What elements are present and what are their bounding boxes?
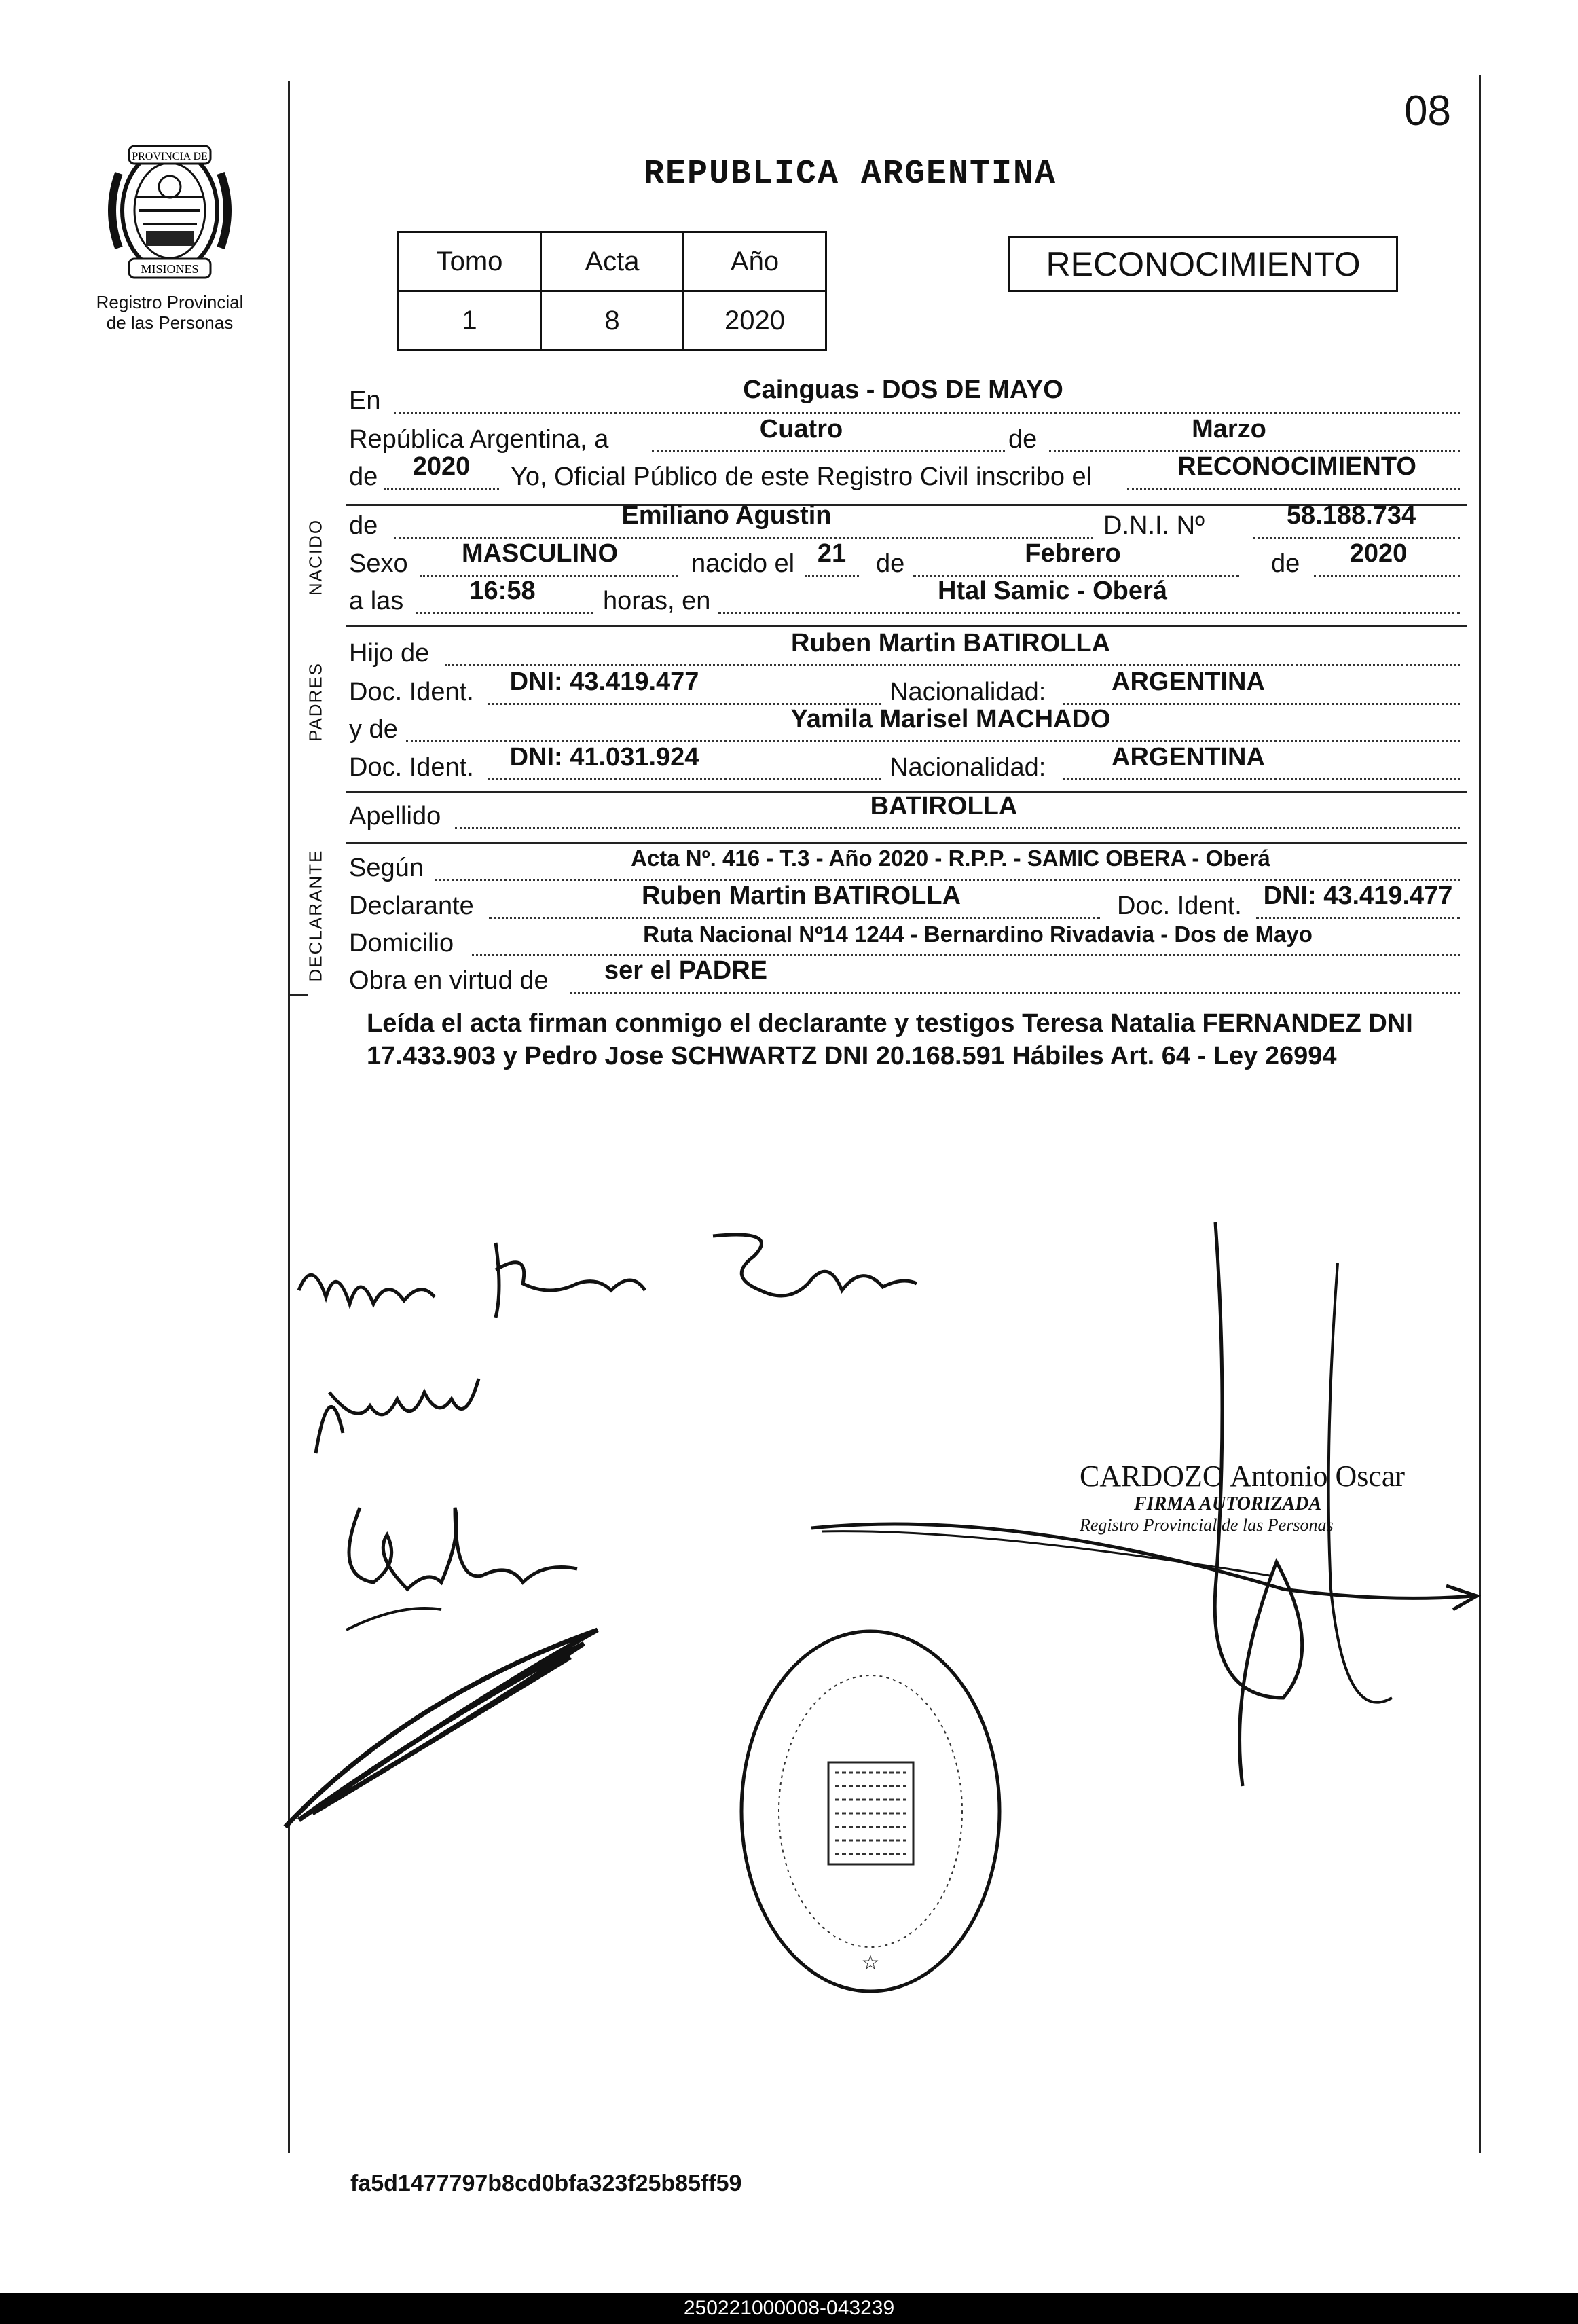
side-label-nacido: NACIDO — [305, 518, 326, 596]
page-number: 08 — [1404, 88, 1451, 134]
label-nacionalidad-padre: Nacionalidad: — [889, 678, 1046, 706]
field-nac-dia: 21 — [817, 539, 847, 568]
table-value-tomo: 1 — [399, 291, 541, 350]
field-declarante-doc: DNI: 43.419.477 — [1263, 882, 1453, 910]
footer-code: 250221000008-043239 — [0, 2293, 1578, 2324]
dots-madre-doc — [488, 778, 881, 780]
side-label-declarante: DECLARANTE — [305, 849, 326, 982]
field-apellido: BATIROLLA — [870, 792, 1018, 820]
table-value-acta: 8 — [541, 291, 684, 350]
label-republica: República Argentina, a — [349, 425, 609, 454]
signature-witness-3 — [272, 1616, 625, 1840]
label-segun: Según — [349, 854, 424, 882]
table-header-anio: Año — [684, 232, 826, 291]
label-doc-ident-declarante: Doc. Ident. — [1117, 892, 1242, 920]
field-madre: Yamila Marisel MACHADO — [790, 705, 1111, 733]
dots-madre-nac — [1063, 778, 1460, 780]
registry-name: Registro Provincial de las Personas — [96, 292, 244, 333]
field-lugar-nac: Htal Samic - Oberá — [938, 577, 1167, 605]
dots-padre — [445, 664, 1460, 666]
stamp-role: FIRMA AUTORIZADA — [1134, 1493, 1322, 1514]
closing-statement: Leída el acta firman conmigo el declarante y testigos Teresa Natalia FERNANDEZ DNI 17.433.903 y Pedro Jose SCHWARTZ DNI 20.168.591 Hábiles Art. 64 - Ley 26994 — [367, 1009, 1413, 1070]
label-y-de: y de — [349, 715, 398, 744]
label-yo: Yo, Oficial Público de este Registro Civil inscribo el — [511, 462, 1093, 491]
dots-apellido — [455, 827, 1460, 829]
label-sexo: Sexo — [349, 549, 408, 578]
field-hora: 16:58 — [469, 577, 536, 605]
label-horas-en: horas, en — [603, 587, 711, 615]
label-de-anio: de — [349, 462, 378, 491]
label-a-las: a las — [349, 587, 404, 615]
field-nac-anio: 2020 — [1349, 539, 1408, 568]
table-header-acta: Acta — [541, 232, 684, 291]
field-segun: Acta Nº. 416 - T.3 - Año 2020 - R.P.P. - SAMIC OBERA - Oberá — [631, 846, 1270, 871]
field-madre-doc: DNI: 41.031.924 — [509, 743, 699, 771]
field-dni: 58.188.734 — [1286, 501, 1416, 530]
side-label-padres: PADRES — [305, 662, 326, 742]
dots-dia — [652, 450, 1005, 452]
dots-lugar-nac — [718, 612, 1460, 614]
signature-witness-1 — [302, 1351, 506, 1460]
dots-anio — [384, 488, 499, 490]
field-anio: 2020 — [412, 452, 471, 481]
svg-text:MISIONES: MISIONES — [141, 262, 199, 276]
label-apellido: Apellido — [349, 802, 441, 831]
separator-5 — [288, 994, 308, 996]
field-domicilio: Ruta Nacional Nº14 1244 - Bernardino Rivadavia - Dos de Mayo — [643, 922, 1313, 947]
field-mes: Marzo — [1192, 415, 1266, 443]
dots-nac-dia — [805, 575, 859, 577]
table-header-tomo: Tomo — [399, 232, 541, 291]
field-padre-doc: DNI: 43.419.477 — [509, 668, 699, 696]
dots-nac-anio — [1314, 575, 1460, 577]
label-obra: Obra en virtud de — [349, 966, 549, 995]
label-nacionalidad-madre: Nacionalidad: — [889, 753, 1046, 782]
dots-acto — [1127, 488, 1460, 490]
label-de-nac-mes: de — [876, 549, 905, 578]
stamp-office: Registro Provincial de las Personas — [1080, 1515, 1334, 1535]
record-table — [397, 231, 827, 351]
field-sexo: MASCULINO — [461, 539, 619, 568]
dots-en — [394, 412, 1460, 414]
svg-text:☆: ☆ — [861, 1952, 880, 1974]
registry-seal — [737, 1627, 1005, 1997]
dots-declarante — [489, 917, 1100, 919]
field-nombre: Emiliano Agustin — [621, 501, 832, 530]
label-nacido-el: nacido el — [691, 549, 795, 578]
field-padre-nac: ARGENTINA — [1112, 668, 1265, 696]
label-dni: D.N.I. Nº — [1103, 511, 1205, 540]
label-de-nombre: de — [349, 511, 378, 540]
label-de-nac-anio: de — [1271, 549, 1300, 578]
document-title: REPUBLICA ARGENTINA — [643, 155, 1057, 194]
label-en: En — [349, 386, 381, 415]
field-obra: ser el PADRE — [604, 956, 768, 985]
document-hash: fa5d1477797b8cd0bfa323f25b85ff59 — [350, 2171, 742, 2196]
separator-2 — [346, 625, 1467, 627]
label-de: de — [1008, 425, 1038, 454]
label-domicilio: Domicilio — [349, 929, 454, 958]
dots-hora — [416, 612, 593, 614]
field-nac-mes: Febrero — [1025, 539, 1121, 568]
dots-obra — [570, 992, 1460, 994]
label-hijo-de: Hijo de — [349, 639, 430, 668]
field-lugar: Cainguas - DOS DE MAYO — [743, 376, 1063, 404]
field-acto: RECONOCIMIENTO — [1177, 452, 1416, 481]
table-value-anio: 2020 — [684, 291, 826, 350]
field-dia: Cuatro — [759, 415, 843, 443]
emblem-top-text: PROVINCIA DE — [132, 151, 208, 162]
label-declarante: Declarante — [349, 892, 474, 920]
label-doc-ident-padre: Doc. Ident. — [349, 678, 474, 706]
field-declarante: Ruben Martin BATIROLLA — [641, 882, 961, 910]
record-type-box: RECONOCIMIENTO — [1008, 236, 1398, 292]
field-padre: Ruben Martin BATIROLLA — [790, 629, 1111, 657]
left-margin-line — [288, 81, 290, 2153]
field-madre-nac: ARGENTINA — [1112, 743, 1265, 771]
label-doc-ident-madre: Doc. Ident. — [349, 753, 474, 782]
dots-declarante-doc — [1256, 917, 1460, 919]
stamp-name: CARDOZO Antonio Oscar — [1080, 1459, 1406, 1493]
right-margin-line — [1479, 75, 1481, 998]
